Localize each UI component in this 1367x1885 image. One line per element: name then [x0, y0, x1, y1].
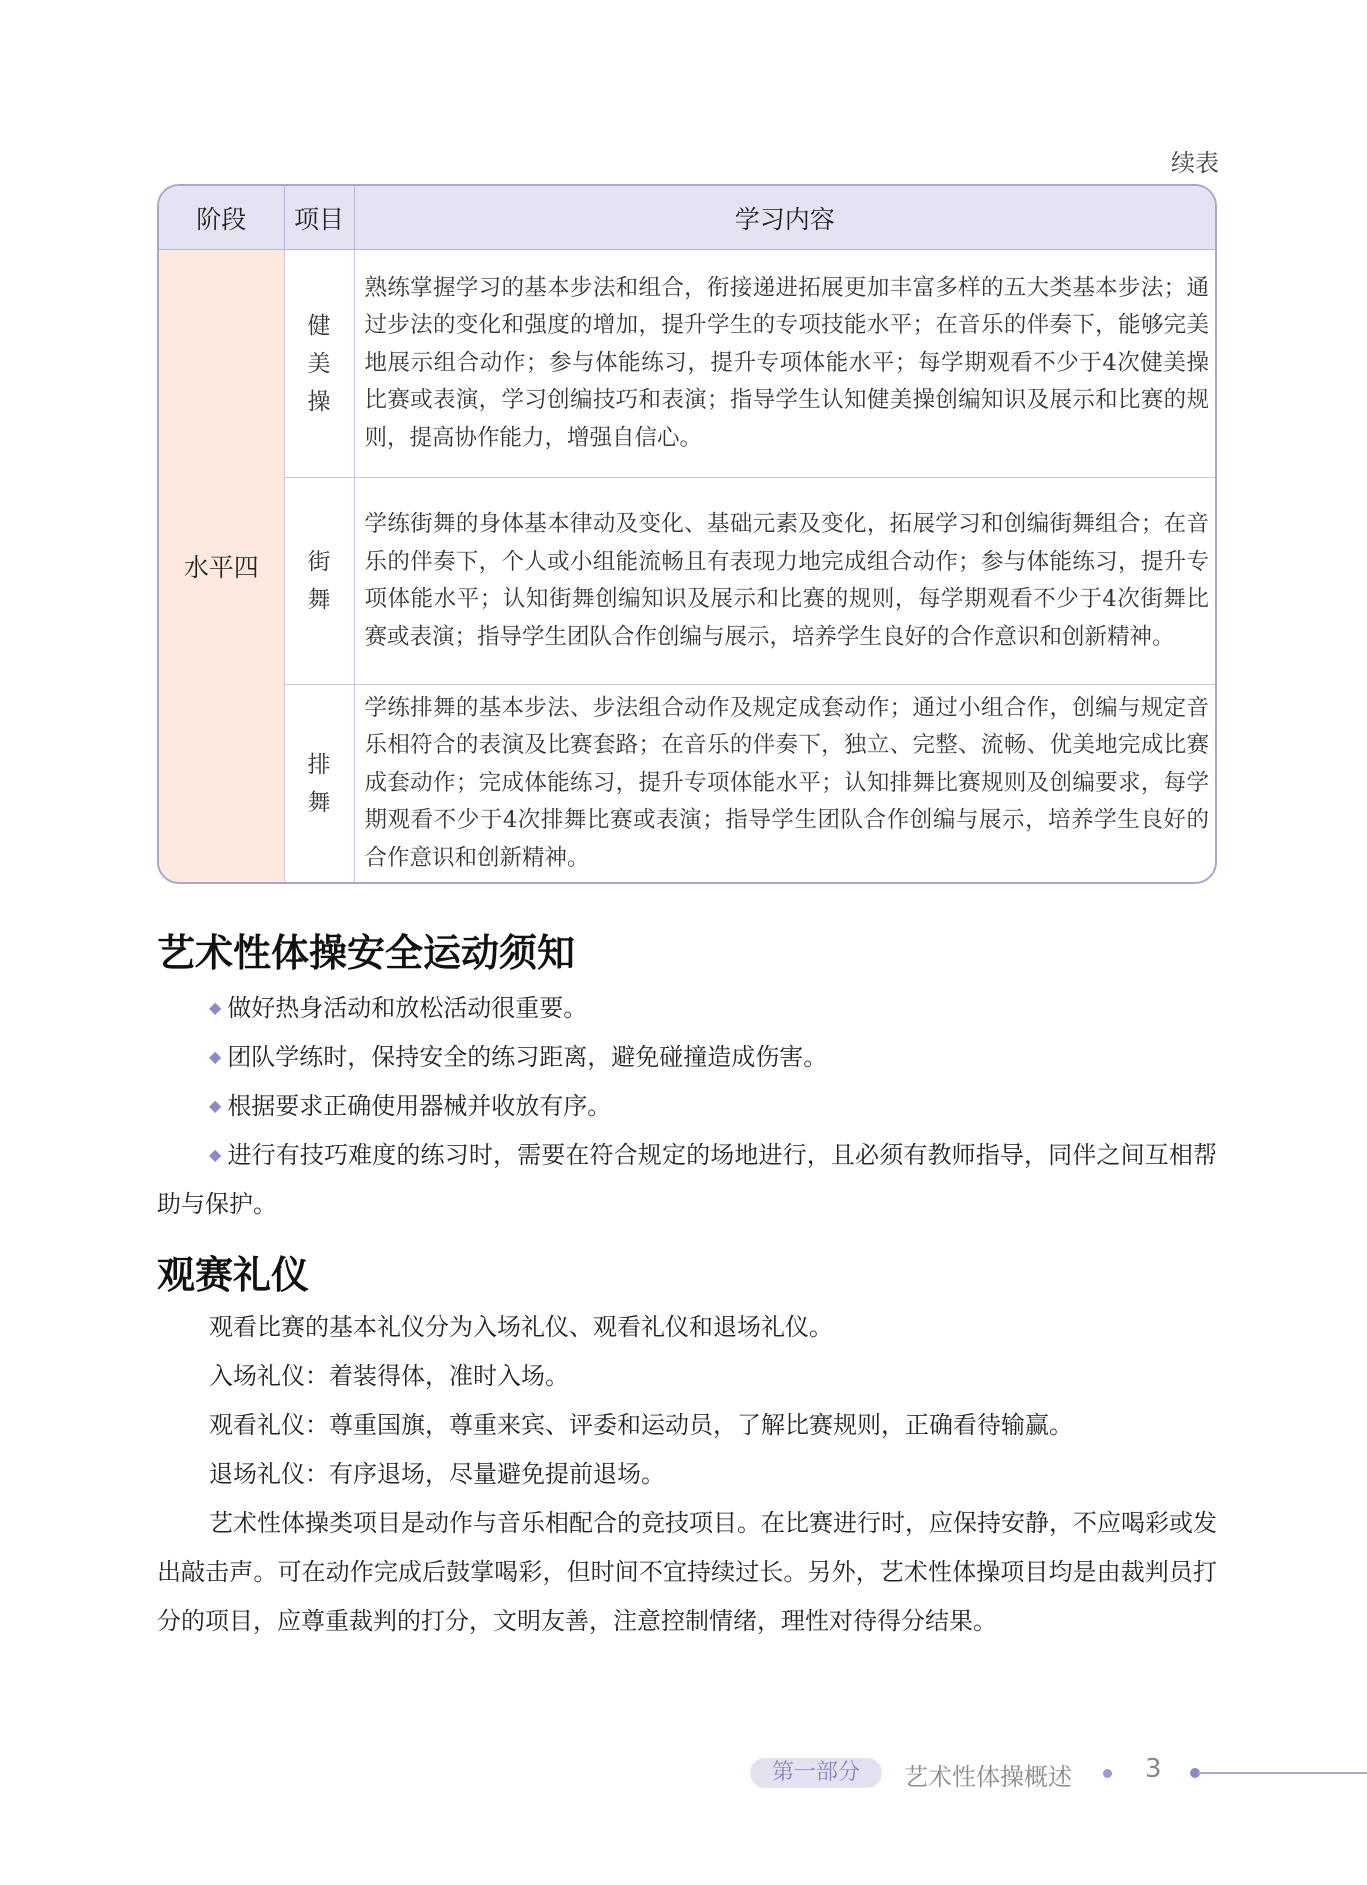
header-item: 项目	[284, 186, 354, 250]
content-cell: 熟练掌握学习的基本步法和组合，衔接递进拓展更加丰富多样的五大类基本步法；通过步法的变化和强度的增加，提升学生的专项技能水平；在音乐的伴奏下，能够完美地展示组合动作；参与体能练习，提升专项体能水平；每学期观看不少于4次健美操比赛或表演，学习创编技巧和表演；指导学生认知健美操创编知识及展示和比赛的规则，提高协作能力，增强自信心。	[354, 250, 1215, 478]
diamond-bullet-icon: ◆	[209, 1047, 222, 1066]
table-header-row	[159, 186, 1215, 250]
etiquette-paragraph: 入场礼仪：着装得体，准时入场。	[209, 1362, 569, 1390]
etiquette-paragraph: 观看比赛的基本礼仪分为入场礼仪、观看礼仪和退场礼仪。	[209, 1313, 833, 1341]
safety-bullet: ◆ 团队学练时，保持安全的练习距离，避免碰撞造成伤害。	[209, 1043, 828, 1071]
header-content: 学习内容	[354, 186, 1215, 250]
etiquette-heading: 观赛礼仪	[157, 1252, 310, 1297]
content-cell: 学练排舞的基本步法、步法组合动作及规定成套动作；通过小组合作，创编与规定音乐相符合的表演及比赛套路；在音乐的伴奏下，独立、完整、流畅、优美地完成比赛成套动作；完成体能练习，提升专项体能水平；认知排舞比赛规则及创编要求，每学期观看不少于4次排舞比赛或表演；指导学生团队合作创编与展示，培养学生良好的合作意识和创新精神。	[364, 694, 1209, 871]
level-cell: 水平四	[159, 250, 284, 883]
header-stage: 阶段	[159, 186, 284, 250]
safety-bullet: ◆ 做好热身活动和放松活动很重要。	[209, 994, 588, 1022]
item-cell	[284, 478, 354, 685]
diamond-bullet-icon: ◆	[209, 998, 222, 1017]
page-number: 3	[1145, 1754, 1162, 1784]
footer-divider	[1198, 1772, 1367, 1774]
diamond-bullet-icon: ◆	[209, 1096, 222, 1115]
etiquette-paragraph: 退场礼仪：有序退场，尽量避免提前退场。	[209, 1460, 665, 1488]
footer-chapter-title: 艺术性体操概述	[904, 1763, 1072, 1791]
content-cell: 学练街舞的身体基本律动及变化、基础元素及变化，拓展学习和创编街舞组合；在音乐的伴奏下，个人或小组能流畅且有表现力地完成组合动作；参与体能练习，提升专项体能水平；认知街舞创编知识及展示和比赛的规则，每学期观看不少于4次街舞比赛或表演；指导学生团队合作创编与展示，培养学生良好的合作意识和创新精神。	[354, 478, 1215, 685]
item-label: 健美操	[307, 312, 331, 415]
table-row	[159, 685, 1215, 883]
curriculum-table	[157, 184, 1217, 884]
item-label: 街舞	[307, 549, 331, 613]
safety-bullet: ◆ 根据要求正确使用器械并收放有序。	[209, 1092, 612, 1120]
etiquette-paragraph: 观看礼仪：尊重国旗，尊重来宾、评委和运动员，了解比赛规则，正确看待输赢。	[209, 1411, 1073, 1439]
footer-part-badge: 第一部分	[750, 1758, 882, 1788]
table-row	[159, 478, 1215, 685]
diamond-bullet-icon: ◆	[209, 1145, 222, 1164]
safety-heading: 艺术性体操安全运动须知	[157, 930, 576, 975]
footer-dot-icon	[1103, 1769, 1112, 1778]
continued-label: 续表	[1171, 149, 1219, 177]
safety-bullet: ◆ 进行有技巧难度的练习时，需要在符合规定的场地进行，且必须有教师指导，同伴之间互相帮助与保护。	[157, 1141, 1217, 1218]
item-cell	[284, 685, 354, 883]
item-cell	[284, 250, 354, 478]
item-label: 排舞	[307, 751, 331, 816]
etiquette-paragraph: 艺术性体操类项目是动作与音乐相配合的竞技项目。在比赛进行时，应保持安静，不应喝彩或发出敲击声。可在动作完成后鼓掌喝彩，但时间不宜持续过长。另外，艺术性体操项目均是由裁判员打分的项目，应尊重裁判的打分，文明友善，注意控制情绪，理性对待得分结果。	[157, 1509, 1217, 1635]
table-row	[159, 250, 1215, 478]
